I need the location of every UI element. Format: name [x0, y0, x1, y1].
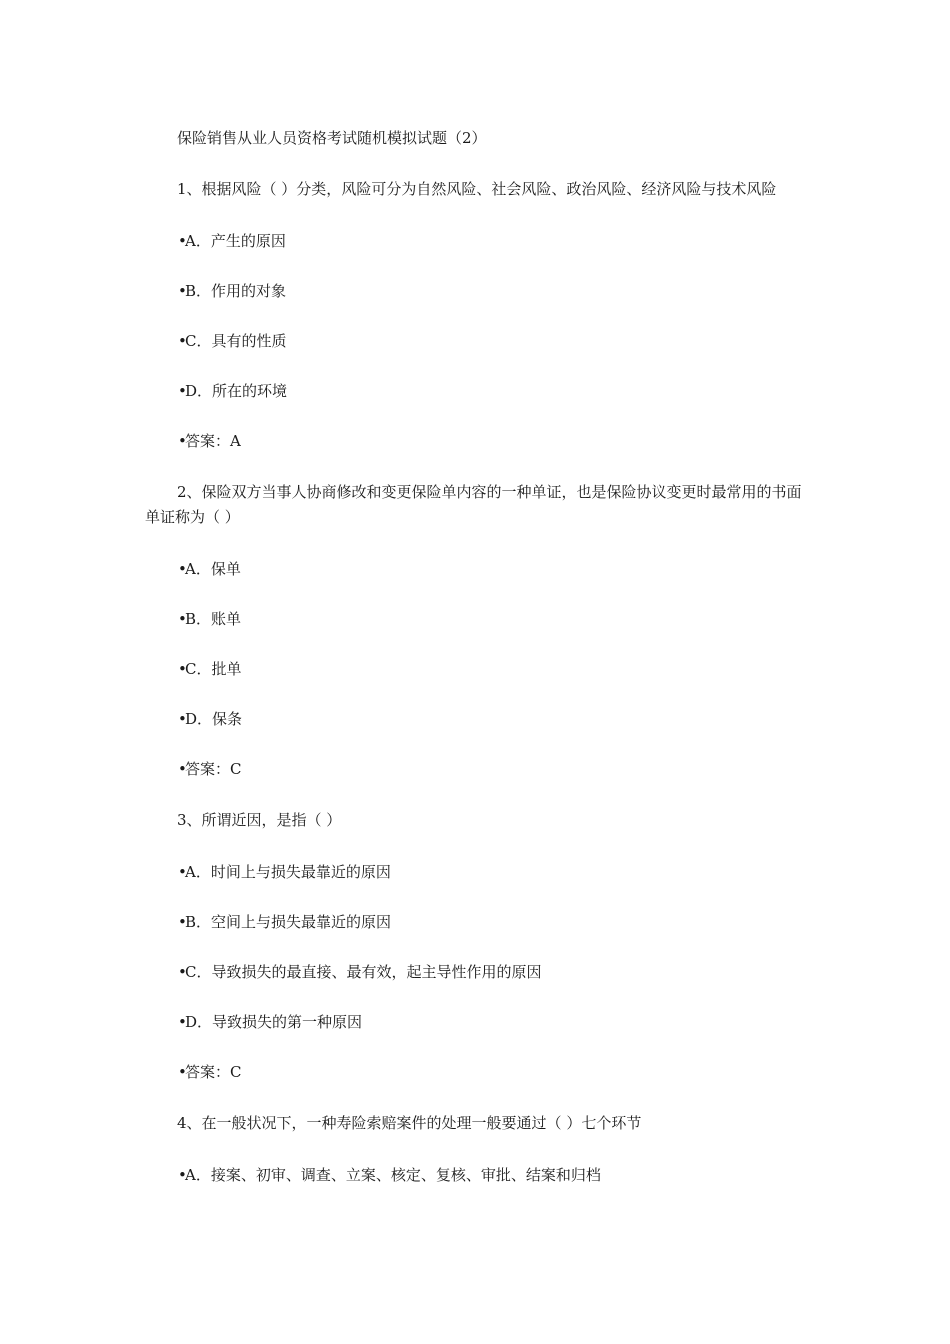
bullet-icon: •	[178, 610, 187, 628]
document-title: 保险销售从业人员资格考试随机模拟试题（2）	[177, 129, 487, 147]
option-3d: •D．导致损失的第一种原因	[178, 1013, 363, 1031]
option-2c: •C．批单	[178, 660, 242, 678]
bullet-icon: •	[178, 432, 187, 450]
option-4a: •A．接案、初审、调查、立案、核定、复核、审批、结案和归档	[178, 1166, 601, 1184]
option-2d: •D．保条	[178, 710, 243, 728]
answer-3: •答案：C	[178, 1063, 242, 1081]
bullet-icon: •	[178, 660, 187, 678]
question-2: 2、保险双方当事人协商修改和变更保险单内容的一种单证，也是保险协议变更时最常用的书面单证称为（ ）	[145, 483, 802, 526]
option-3a: •A．时间上与损失最靠近的原因	[178, 863, 391, 881]
bullet-icon: •	[178, 560, 187, 578]
bullet-icon: •	[178, 382, 187, 400]
option-1d: •D．所在的环境	[178, 382, 288, 400]
answer-1: •答案：A	[178, 432, 241, 450]
option-1b: •B．作用的对象	[178, 282, 287, 300]
bullet-icon: •	[178, 1063, 187, 1081]
option-2b: •B．账单	[178, 610, 242, 628]
bullet-icon: •	[178, 332, 187, 350]
bullet-icon: •	[178, 913, 187, 931]
answer-2: •答案：C	[178, 760, 242, 778]
option-1c: •C．具有的性质	[178, 332, 287, 350]
bullet-icon: •	[178, 1166, 187, 1184]
bullet-icon: •	[178, 710, 187, 728]
option-3b: •B．空间上与损失最靠近的原因	[178, 913, 392, 931]
bullet-icon: •	[178, 1013, 187, 1031]
bullet-icon: •	[178, 282, 187, 300]
option-1a: •A．产生的原因	[178, 232, 286, 250]
question-4: 4、在一般状况下，一种寿险索赔案件的处理一般要通过（ ）七个环节	[177, 1114, 642, 1132]
question-1: 1、根据风险（ ）分类，风险可分为自然风险、社会风险、政治风险、经济风险与技术风险	[177, 180, 777, 198]
bullet-icon: •	[178, 863, 187, 881]
bullet-icon: •	[178, 760, 187, 778]
document-body	[145, 127, 810, 1186]
question-3: 3、所谓近因，是指（ ）	[177, 811, 342, 829]
option-3c: •C．导致损失的最直接、最有效，起主导性作用的原因	[178, 963, 542, 981]
bullet-icon: •	[178, 963, 187, 981]
bullet-icon: •	[178, 232, 187, 250]
option-2a: •A．保单	[178, 560, 241, 578]
